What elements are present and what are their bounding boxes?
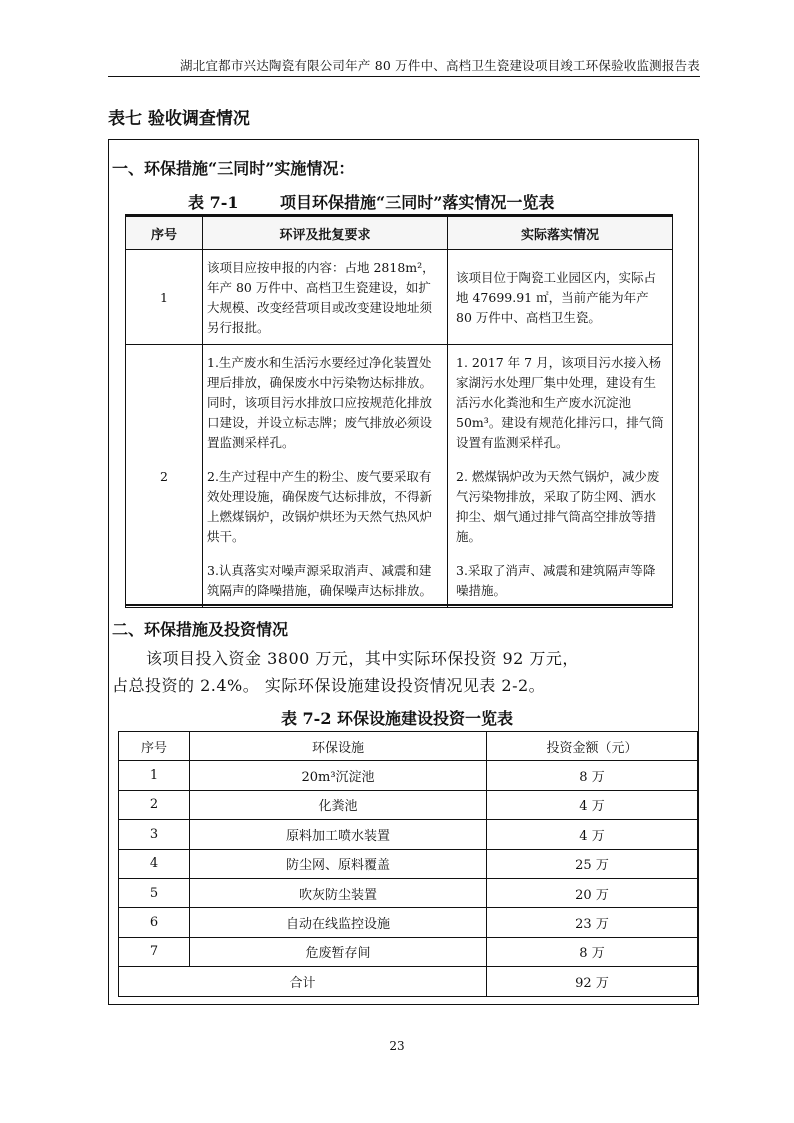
column-header-requirements: 环评及批复要求	[203, 217, 448, 250]
row-seq: 6	[119, 908, 190, 937]
row-facility: 防尘网、原料覆盖	[190, 849, 487, 878]
three-simultaneous-table	[125, 216, 673, 608]
row-seq: 2	[119, 790, 190, 819]
investment-paragraph-line2: 占总投资的 2.4%。 实际环保设施建设投资情况见表 2-2。	[112, 676, 546, 695]
requirement-text: 该项目应按申报的内容：占地 2818m²，年产 80 万件中、高档卫生瓷建设，如扩大规模、改变经营项目或改变建设地址须另行报批。	[207, 260, 435, 335]
table-row	[119, 878, 698, 907]
column-header-facility: 环保设施	[190, 732, 487, 761]
total-label: 合计	[119, 967, 487, 996]
table-row	[126, 345, 673, 608]
table1-caption-number: 表 7-1	[188, 193, 239, 212]
investment-table	[118, 731, 698, 997]
part2-heading: 二、环保措施及投资情况	[112, 620, 289, 639]
row-amount: 8 万	[487, 937, 698, 966]
requirement-text: 3.认真落实对噪声源采取消声、减震和建筑隔声的降噪措施，确保噪声达标排放。	[207, 563, 433, 598]
actual-text: 2. 燃煤锅炉改为天然气锅炉，减少废气污染物排放，采取了防尘网、洒水抑尘、烟气通过排气筒高空排放等措施。	[456, 469, 660, 544]
row-facility: 自动在线监控设施	[190, 908, 487, 937]
column-header-amount: 投资金额（元）	[487, 732, 698, 761]
investment-paragraph	[112, 645, 692, 699]
actual-text: 3.采取了消声、减震和建筑隔声等降噪措施。	[456, 563, 656, 598]
total-amount: 92 万	[487, 967, 698, 996]
header-rule	[108, 76, 700, 77]
table-row	[119, 937, 698, 966]
actual-text: 该项目位于陶瓷工业园区内，实际占地 47699.91 ㎡，当前产能为年产 80 万件中、高档卫生瓷。	[456, 270, 657, 325]
column-header-seq: 序号	[119, 732, 190, 761]
row-amount: 23 万	[487, 908, 698, 937]
row-amount: 8 万	[487, 761, 698, 790]
row-facility: 20m³沉淀池	[190, 761, 487, 790]
row-facility: 化粪池	[190, 790, 487, 819]
row-seq: 1	[119, 761, 190, 790]
row-actual	[448, 250, 673, 345]
row-requirements	[203, 250, 448, 345]
table-row	[119, 849, 698, 878]
table-total-row	[119, 967, 698, 996]
requirement-text: 1.生产废水和生活污水要经过净化装置处理后排放，确保废水中污染物达标排放。同时，该项目污水排放口应按规范化排放口建设，并设立标志牌；废气排放必须设置监测采样孔。	[207, 355, 433, 450]
row-facility: 原料加工喷水装置	[190, 820, 487, 849]
table1-bottom-rule	[125, 604, 673, 606]
row-amount: 4 万	[487, 820, 698, 849]
table-row	[119, 908, 698, 937]
table-header-row	[126, 217, 673, 250]
table-row	[119, 761, 698, 790]
row-facility: 危废暂存间	[190, 937, 487, 966]
row-amount: 25 万	[487, 849, 698, 878]
row-actual	[448, 345, 673, 608]
table-row	[119, 820, 698, 849]
row-amount: 4 万	[487, 790, 698, 819]
table-row	[119, 790, 698, 819]
row-seq: 1	[126, 250, 203, 345]
table-row	[126, 250, 673, 345]
column-header-actual: 实际落实情况	[448, 217, 673, 250]
row-requirements	[203, 345, 448, 608]
table1-caption	[188, 190, 554, 213]
row-seq: 7	[119, 937, 190, 966]
section-title: 表七 验收调查情况	[108, 109, 250, 129]
table1-caption-text: 项目环保措施“三同时”落实情况一览表	[280, 193, 555, 212]
report-header-title: 湖北宜都市兴达陶瓷有限公司年产 80 万件中、高档卫生瓷建设项目竣工环保验收监测报告表	[180, 58, 700, 73]
row-seq: 2	[126, 345, 203, 608]
investment-paragraph-line1: 该项目投入资金 3800 万元，其中实际环保投资 92 万元，	[146, 649, 579, 668]
column-header-seq: 序号	[126, 217, 203, 250]
part1-heading: 一、环保措施“三同时”实施情况：	[112, 159, 355, 178]
row-seq: 5	[119, 878, 190, 907]
row-amount: 20 万	[487, 878, 698, 907]
requirement-text: 2.生产过程中产生的粉尘、废气要采取有效处理设施，确保废气达标排放，不得新上燃煤锅炉，改锅炉烘坯为天然气热风炉烘干。	[207, 469, 433, 544]
table2-caption: 表 7-2 环保设施建设投资一览表	[280, 709, 514, 728]
actual-text: 1. 2017 年 7 月，该项目污水接入杨家湖污水处理厂集中处理，建设有生活污水化粪池和生产废水沉淀池 50m³。建设有规范化排污口，排气筒设置有监测采样孔。	[456, 355, 664, 450]
row-facility: 吹灰防尘装置	[190, 878, 487, 907]
row-seq: 4	[119, 849, 190, 878]
table-header-row	[119, 732, 698, 761]
row-seq: 3	[119, 820, 190, 849]
page-number: 23	[389, 1039, 405, 1053]
